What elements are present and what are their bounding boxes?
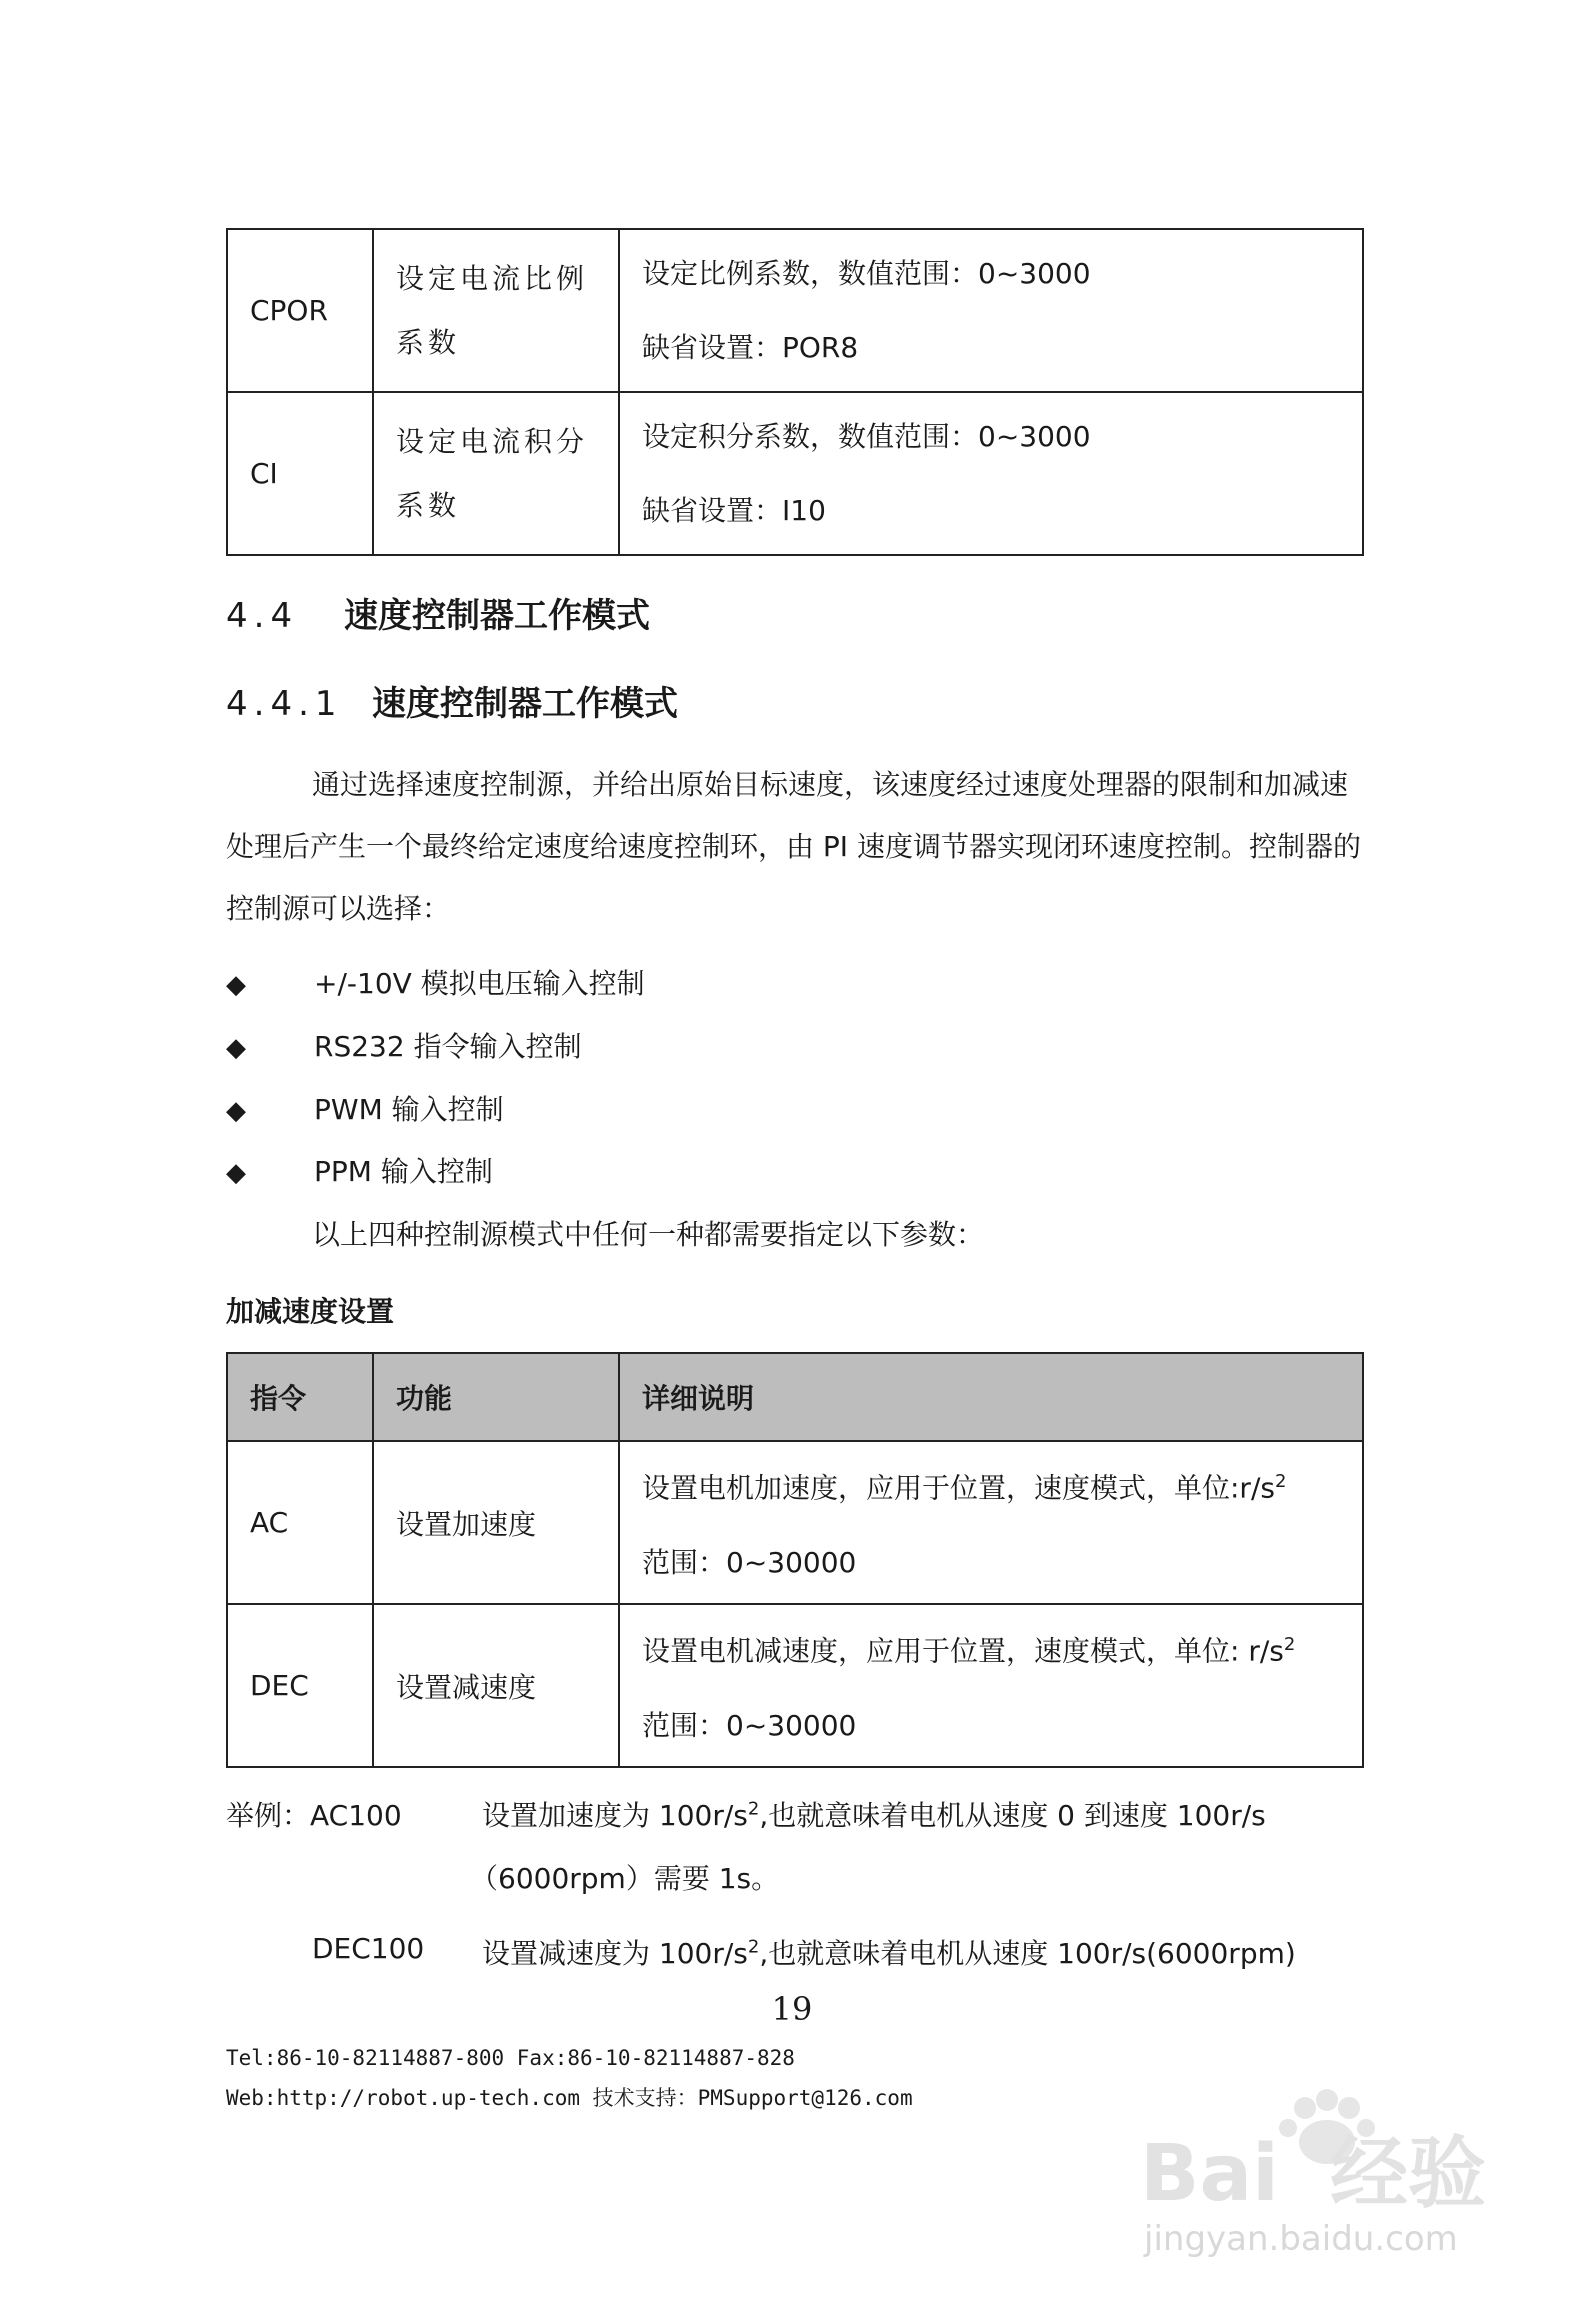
example-1-text <box>482 1794 1266 1834</box>
section-number: 4.4 <box>226 596 299 636</box>
footer-line-1: Tel:86-10-82114887-800 Fax:86-10-82114887-828 <box>226 2046 795 2070</box>
detail-line-1: 设定积分系数，数值范围：0~3000 <box>642 419 1091 453</box>
diamond-bullet-icon: ◆ <box>226 1158 246 1188</box>
list-item-text: PWM 输入控制 <box>314 1093 504 1126</box>
svg-text:Bai: Bai <box>1140 2129 1279 2219</box>
cmd-cell: CPOR <box>227 229 373 392</box>
detail-line-1 <box>642 1608 1340 1688</box>
subsection-title: 速度控制器工作模式 <box>372 684 678 724</box>
example-2-command: DEC100 <box>312 1932 425 1965</box>
detail-line-1 <box>642 1445 1340 1525</box>
table-row <box>227 229 1363 392</box>
list-item <box>226 1150 493 1190</box>
table-row <box>227 1604 1363 1767</box>
detail-cell <box>619 1441 1363 1604</box>
example-text-a: 设置减速度为 100r/s <box>482 1937 748 1970</box>
cmd-cell: DEC <box>227 1604 373 1767</box>
diamond-bullet-icon: ◆ <box>226 1096 246 1126</box>
accel-heading: 加减速度设置 <box>226 1295 395 1328</box>
page-number: 19 <box>771 1990 813 2028</box>
header-cmd: 指令 <box>227 1353 373 1441</box>
table-row <box>227 392 1363 555</box>
intro-paragraph: 通过选择速度控制源，并给出原始目标速度，该速度经过速度处理器的限制和加减速处理后产生一个最终给定速度给速度控制环，由 PI 速度调节器实现闭环速度控制。控制器的控制源可以选择： <box>226 768 1361 925</box>
superscript: 2 <box>747 1936 760 1958</box>
example-label-text: 举例： <box>226 1799 311 1832</box>
example-1-line2: （6000rpm）需要 1s。 <box>470 1862 780 1895</box>
footer-line-2: Web:http://robot.up-tech.com 技术支持：PMSupport@126.com <box>226 2086 913 2110</box>
subsection-heading <box>226 676 678 725</box>
diamond-bullet-icon: ◆ <box>226 970 246 1000</box>
accel-table <box>226 1352 1364 1768</box>
list-item-text: RS232 指令输入控制 <box>314 1030 582 1063</box>
detail-cell <box>619 229 1363 392</box>
detail-line-2: 缺省设置：POR8 <box>642 330 859 364</box>
list-item-text: +/-10V 模拟电压输入控制 <box>314 967 645 1000</box>
list-item <box>226 1025 582 1065</box>
detail-line-2: 范围：0~30000 <box>642 1545 857 1579</box>
list-item-text: PPM 输入控制 <box>314 1155 493 1188</box>
subsection-number: 4.4.1 <box>226 684 343 724</box>
func-cell: 设置加速度 <box>373 1441 619 1604</box>
func-text: 设定电流比例系数 <box>396 261 589 359</box>
func-text: 设定电流积分系数 <box>396 424 589 522</box>
diamond-bullet-icon: ◆ <box>226 1033 246 1063</box>
superscript: 2 <box>1283 1634 1296 1656</box>
func-cell <box>373 392 619 555</box>
current-params-table <box>226 228 1364 556</box>
example-2-text <box>482 1932 1296 1972</box>
header-func: 功能 <box>373 1353 619 1441</box>
svg-text:jingyan.baidu.com: jingyan.baidu.com <box>1144 2219 1458 2259</box>
detail-line-2: 缺省设置：I10 <box>642 493 826 527</box>
detail-line-2: 范围：0~30000 <box>642 1708 857 1742</box>
param-intro: 以上四种控制源模式中任何一种都需要指定以下参数： <box>312 1218 985 1251</box>
list-item <box>226 1088 504 1128</box>
cmd-cell: CI <box>227 392 373 555</box>
example-command: AC100 <box>310 1799 402 1832</box>
superscript: 2 <box>1274 1471 1287 1493</box>
detail-cell <box>619 392 1363 555</box>
example-text-b: ,也就意味着电机从速度 0 到速度 100r/s <box>759 1799 1266 1832</box>
list-item <box>226 962 645 1002</box>
example-text-a: 设置加速度为 100r/s <box>482 1799 748 1832</box>
detail-cell <box>619 1604 1363 1767</box>
section-title: 速度控制器工作模式 <box>344 596 650 636</box>
detail-line-1: 设定比例系数，数值范围：0~3000 <box>642 256 1091 290</box>
example-text-b: ,也就意味着电机从速度 100r/s(6000rpm) <box>759 1937 1296 1970</box>
func-cell <box>373 229 619 392</box>
svg-text:经验: 经验 <box>1330 2129 1487 2219</box>
detail-text: 设置电机加速度，应用于位置，速度模式，单位:r/s <box>642 1471 1275 1505</box>
table-header-row <box>227 1353 1363 1441</box>
cmd-cell: AC <box>227 1441 373 1604</box>
func-cell: 设置减速度 <box>373 1604 619 1767</box>
section-heading <box>226 588 650 637</box>
header-detail: 详细说明 <box>619 1353 1363 1441</box>
detail-text: 设置电机减速度，应用于位置，速度模式，单位: r/s <box>642 1634 1284 1668</box>
example-label <box>226 1794 402 1834</box>
superscript: 2 <box>747 1798 760 1820</box>
baidu-watermark-logo <box>1120 2070 1540 2270</box>
table-row <box>227 1441 1363 1604</box>
